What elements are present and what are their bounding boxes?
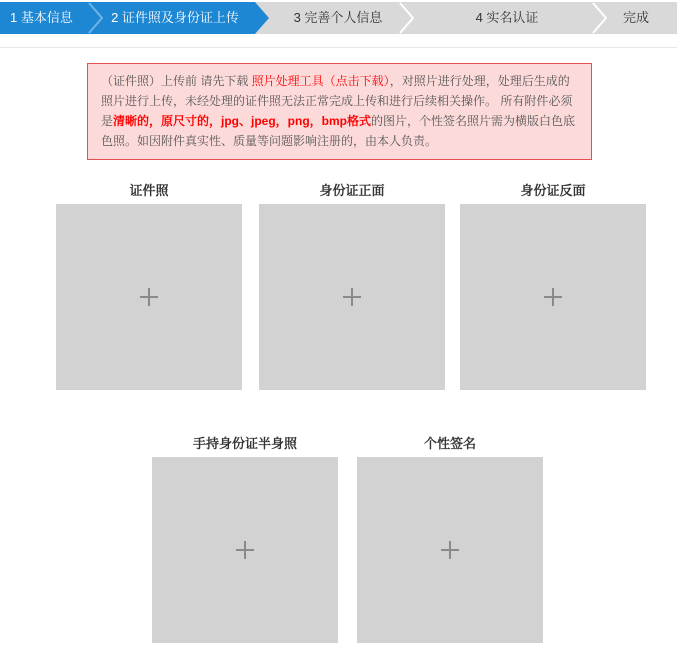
- upload-label-idcard-front: 身份证正面: [319, 183, 385, 198]
- upload-box-holding-idcard[interactable]: [152, 457, 338, 643]
- step-tab-realname-auth[interactable]: 4 实名认证: [475, 10, 539, 25]
- upload-box-idcard-front[interactable]: [259, 204, 445, 390]
- step-tab-id-photo-upload[interactable]: 2 证件照及身份证上传: [111, 10, 239, 25]
- step-wizard-bar: [0, 2, 677, 34]
- header-divider: [0, 47, 677, 48]
- step-tab-basic-info[interactable]: 1 基本信息: [10, 10, 73, 25]
- upload-box-idcard-back[interactable]: [460, 204, 646, 390]
- upload-notice-box: [87, 63, 592, 160]
- upload-label-id-photo: 证件照: [129, 183, 169, 198]
- upload-cell-holding-idcard: [152, 436, 338, 643]
- upload-box-id-photo[interactable]: [56, 204, 242, 390]
- photo-tool-download-link[interactable]: 照片处理工具（点击下载）: [251, 74, 390, 88]
- plus-icon: [544, 288, 562, 306]
- upload-cell-idcard-front: [259, 183, 445, 390]
- plus-icon: [140, 288, 158, 306]
- notice-text-part1: （证件照）上传前 请先下载: [101, 74, 252, 88]
- plus-icon: [441, 541, 459, 559]
- upload-cell-idcard-back: [460, 183, 646, 390]
- step-tab-complete[interactable]: 完成: [622, 10, 649, 25]
- upload-box-signature[interactable]: [357, 457, 543, 643]
- notice-format-highlight: 清晰的，原尺寸的，jpg、jpeg，png，bmp格式: [113, 114, 371, 128]
- notice-text-part3: 的图片，个性签名照片需为横版白色底色照。如因附件真实性、质量等问题影响注册的，由本人负责。: [101, 114, 576, 148]
- plus-icon: [343, 288, 361, 306]
- upload-cell-id-photo: [56, 183, 242, 390]
- notice-text-part2: ，对照片进行处理，处理后生成的照片进行上传，未经处理的证件照无法正常完成上传和进行后续相关操作。 所有附件必须是: [101, 74, 573, 128]
- step-tab-personal-info[interactable]: 3 完善个人信息: [293, 10, 383, 25]
- upload-label-idcard-back: 身份证反面: [520, 183, 586, 198]
- upload-label-holding-idcard: 手持身份证半身照: [192, 436, 297, 451]
- plus-icon: [236, 541, 254, 559]
- upload-label-signature: 个性签名: [423, 436, 476, 451]
- upload-cell-signature: [357, 436, 543, 643]
